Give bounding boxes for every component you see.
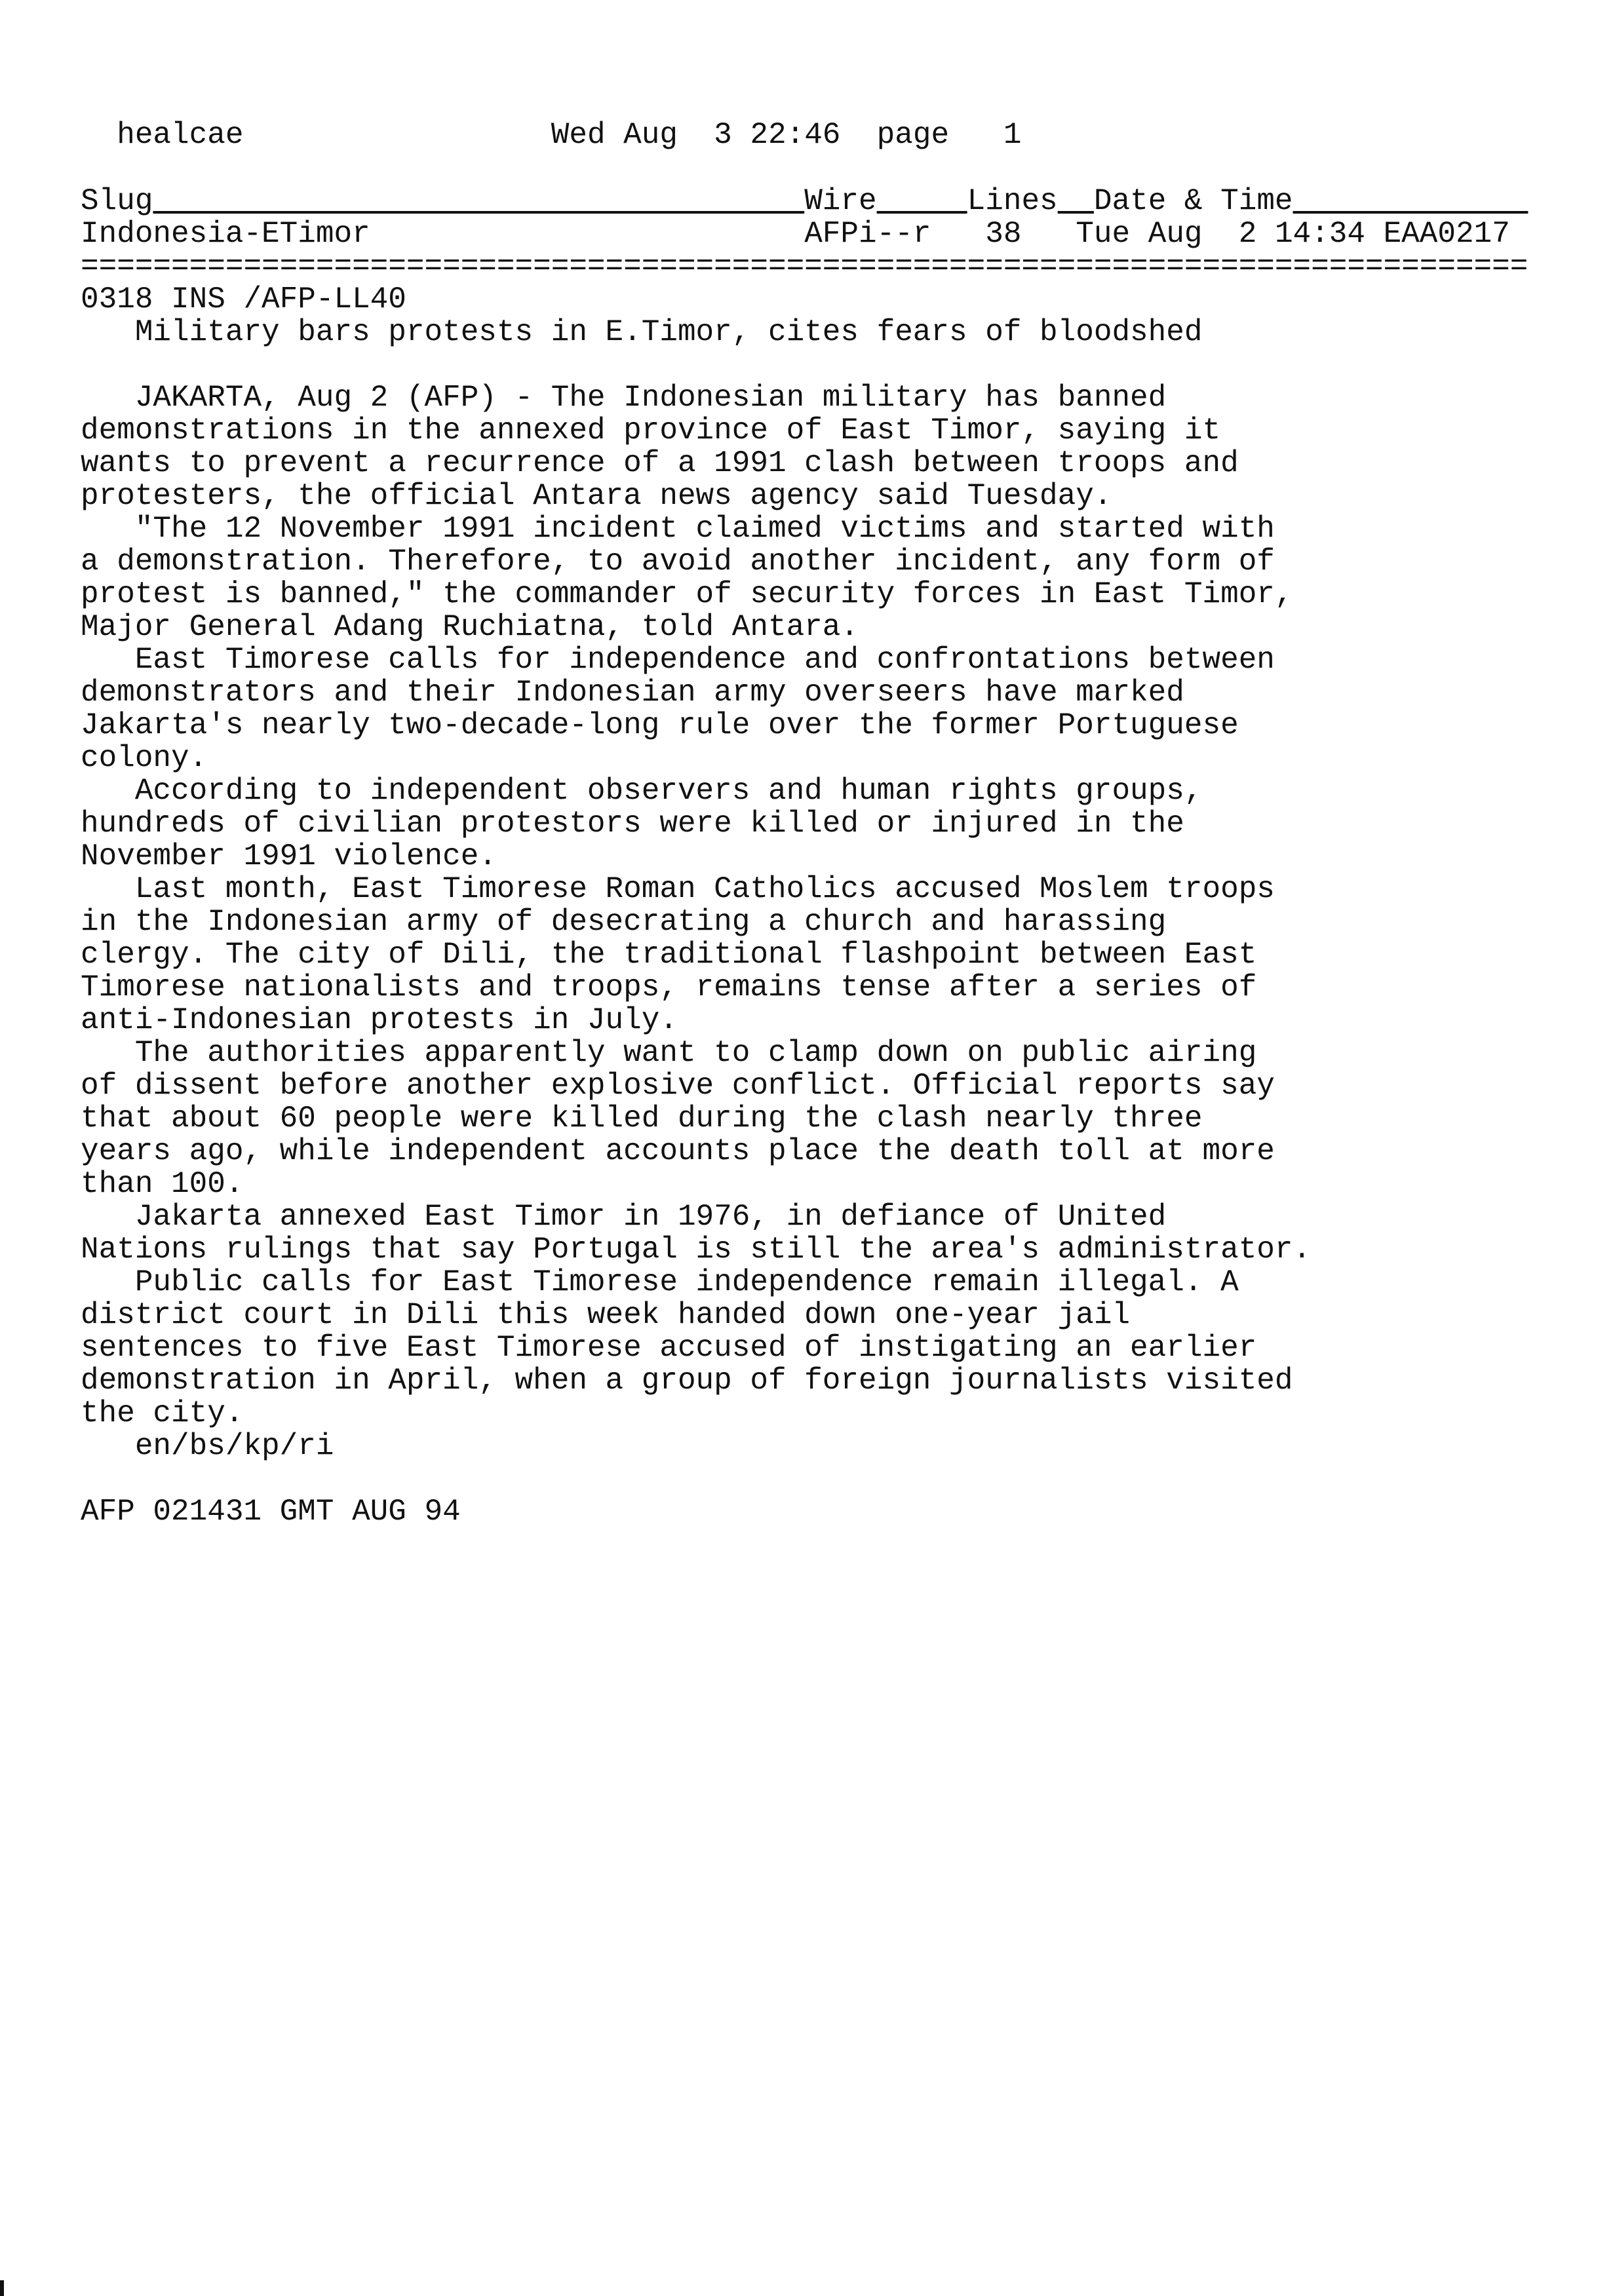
body-line: colony. — [81, 741, 208, 775]
body-line: years ago, while independent accounts place the death toll at more — [81, 1134, 1275, 1168]
lines-label: Lines — [967, 184, 1058, 218]
body-line: sentences to five East Timorese accused of instigating an earlier — [81, 1331, 1257, 1365]
headline: Military bars protests in E.Timor, cites fears of bloodshed — [81, 315, 1203, 349]
body-line: November 1991 violence. — [81, 839, 497, 873]
story-id: EAA0217 — [1383, 217, 1510, 251]
body-line: Jakarta's nearly two-decade-long rule over the former Portuguese — [81, 708, 1239, 742]
body-line: that about 60 people were killed during the clash nearly three — [81, 1101, 1203, 1136]
print-user: healcae — [117, 118, 244, 152]
blank-line — [81, 349, 1528, 381]
body-line: East Timorese calls for independence and confrontations between — [81, 643, 1275, 677]
body-line: hundreds of civilian protestors were killed or injured in the — [81, 807, 1184, 841]
body-line: demonstration in April, when a group of foreign journalists visited — [81, 1364, 1293, 1398]
body-line: the city. — [81, 1396, 244, 1430]
wire-value: AFPi--r — [804, 217, 931, 251]
body-line: Major General Adang Ruchiatna, told Antara. — [81, 610, 859, 644]
page-number: 1 — [1003, 118, 1022, 152]
body-line: Jakarta annexed East Timor in 1976, in defiance of United — [81, 1200, 1167, 1234]
wire-document — [81, 185, 1528, 1528]
body-line: than 100. — [81, 1167, 244, 1201]
print-timestamp: Wed Aug 3 22:46 — [551, 118, 841, 152]
body-line: Last month, East Timorese Roman Catholics accused Moslem troops — [81, 872, 1275, 906]
separator: ================================================================================ — [81, 250, 1528, 284]
body-line: anti-Indonesian protests in July. — [81, 1003, 678, 1037]
blank-line — [81, 1463, 1528, 1495]
body-line: clergy. The city of Dili, the traditional flashpoint between East — [81, 938, 1257, 972]
body-line: in the Indonesian army of desecrating a church and harassing — [81, 905, 1167, 939]
body-line: Timorese nationalists and troops, remains tense after a series of — [81, 970, 1257, 1004]
print-header — [81, 119, 1021, 151]
story-code: 0318 INS /AFP-LL40 — [81, 282, 406, 316]
body-line: demonstrations in the annexed province of East Timor, saying it — [81, 413, 1221, 448]
body-line: The authorities apparently want to clamp down on public airing — [81, 1036, 1257, 1070]
body-line: protesters, the official Antara news agency said Tuesday. — [81, 479, 1112, 513]
slug-header-row — [81, 185, 1528, 218]
body-line: Nations rulings that say Portugal is still the area's administrator. — [81, 1233, 1312, 1267]
lines-value: 38 — [985, 217, 1022, 251]
body-line: According to independent observers and human rights groups, — [81, 774, 1203, 808]
datetime-label: Date & Time — [1093, 184, 1293, 218]
body-line: wants to prevent a recurrence of a 1991 clash between troops and — [81, 446, 1239, 480]
page-label: page — [876, 118, 950, 152]
slug-label: Slug — [81, 184, 153, 218]
dateline: AFP 021431 GMT AUG 94 — [81, 1495, 461, 1529]
slug-value: Indonesia-ETimor — [81, 217, 370, 251]
wire-label: Wire — [804, 184, 877, 218]
story-body — [81, 381, 1528, 1430]
body-line: JAKARTA, Aug 2 (AFP) - The Indonesian military has banned — [81, 381, 1167, 415]
body-line: protest is banned," the commander of security forces in East Timor, — [81, 577, 1293, 611]
body-line: "The 12 November 1991 incident claimed victims and started with — [81, 512, 1275, 546]
body-line: Public calls for East Timorese independence remain illegal. A — [81, 1265, 1239, 1299]
initials: en/bs/kp/ri — [81, 1429, 334, 1463]
scan-mark — [0, 2280, 4, 2296]
body-line: of dissent before another explosive conflict. Official reports say — [81, 1069, 1275, 1103]
body-line: a demonstration. Therefore, to avoid another incident, any form of — [81, 545, 1275, 579]
datetime-value: Tue Aug 2 14:34 — [1076, 217, 1365, 251]
slug-values-row — [81, 218, 1528, 250]
body-line: district court in Dili this week handed down one-year jail — [81, 1298, 1131, 1332]
body-line: demonstrators and their Indonesian army overseers have marked — [81, 676, 1184, 710]
